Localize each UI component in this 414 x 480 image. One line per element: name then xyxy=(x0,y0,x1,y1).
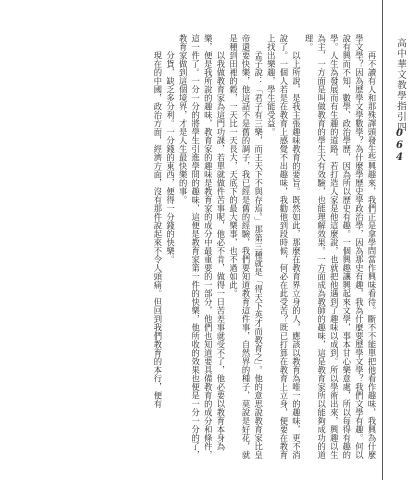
page-number: 064 xyxy=(394,128,405,164)
paragraph: 現在的中國，政治方面，經濟方面，沒有那件說起來不令人頭痛。但回到我們教育的本行，便有 xyxy=(152,50,163,408)
spine-rule xyxy=(382,0,383,480)
paragraph: 以我做教育家為這門功課，若單就做件苦事呢，他必不肯，做得一日苦差事就受不了，他必要以教育本身為樂，便是我所說的趣味，教育家的趣味是教育家的成分中最重要的一部分，他們也知道要具備教育的成分和條件，這一件了。一分一分的將學生引進學問的趣味，這便是教育家第一件的快樂，他所收的效果也便是一分一分的了，教育家做到這個境界，才是人生最快樂的事。 xyxy=(178,34,226,459)
paragraph: 孟子說：「君子有三樂，而王天下不與存焉。」那第三種就是「得天下英才而教育之」。他的意思說教育家比皇帝還要快樂，他這話不是舊的調子，我已經是舊的經驗，我們要知道教育這件事，自然界的種子，莫說是好花，就是種到田裡的穀，一天比一天長大，天底下的最大樂事，也不過如此。 xyxy=(228,34,264,459)
body-text xyxy=(14,34,378,460)
paragraph: 分貨，缺乏多分利。一分錢的東西，便得一分錢的快樂。 xyxy=(165,50,176,264)
paragraph: 再不讀有人和那殊譯頭發生些興趣來，我們正是拿學問當作興味看待。斷不不能單把他看作趣味，我興為什麼學文學？因為歷學文學數學？為什麼學歷史學政治學，因為那史有趣，我為什麼要歷學文學？我們文學有趣。何以說有興而不知，數學、政治學歷，因為所以歷史有趣。一個興趣讓興起來文學，事本甘心樂意處，所以每得有趣的學。人生為發展而有生趣的道路，若打造人家是他這麼說，也就把他遇到了趣味以成到。所以學術出來，興趣以生為主，一方面是叫做教育的學生大有效驗，也能理解效果。一方面成為教師的趣味，這是教育家所以能夠成功的道理。 xyxy=(304,34,377,459)
running-header: 高中華文教學指引四 xyxy=(395,38,406,133)
paragraph: 以上所說，是我主張趣味教育的要旨。既然如此，那麼在教育界立身的人，應該以教育為唯一的趣味，更不消說了。一個人若是在教育上感覺不出趣味，我勸他到段時候，何必在此受苦？既已打算在教育上立身，便要在教育上找出樂趣，學生能受益。 xyxy=(266,34,302,459)
